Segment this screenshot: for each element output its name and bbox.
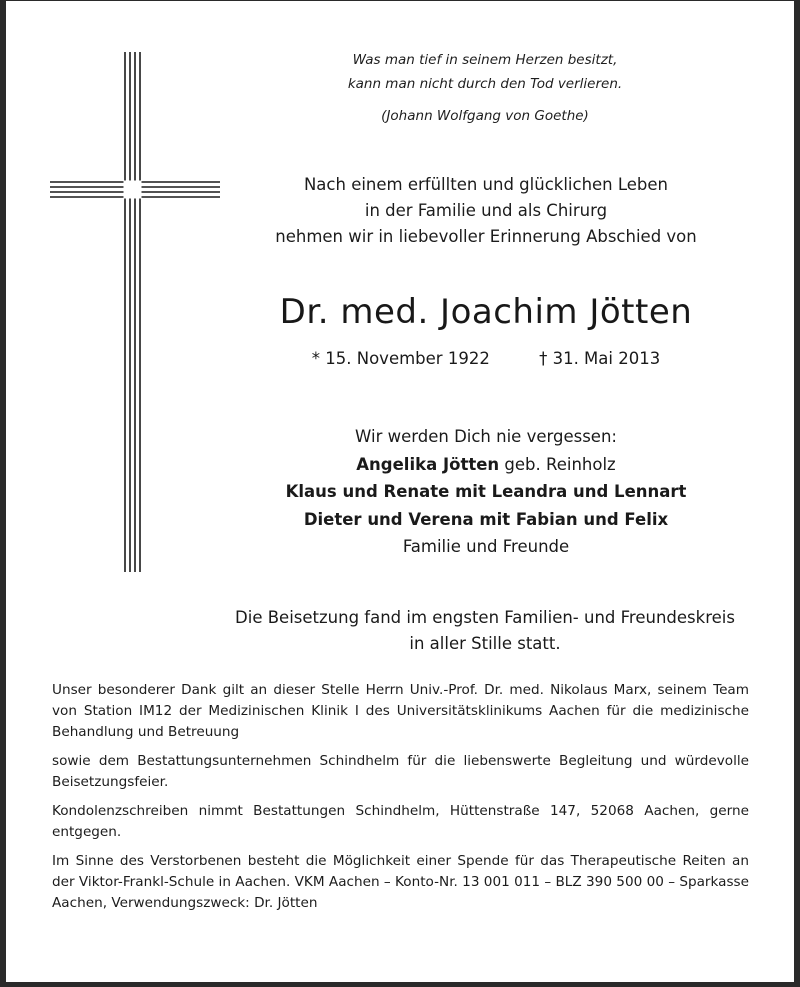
- mourner-line-2: Klaus und Renate mit Leandra und Lennart: [285, 482, 687, 501]
- mourner-line-3: Dieter und Verena mit Fabian und Felix: [303, 509, 669, 529]
- goethe-quote: [300, 48, 670, 128]
- intro-line-3: nehmen wir in liebevoller Erinnerung Abschied von: [275, 227, 697, 246]
- thanks-paragraph-2: sowie dem Bestattungsunternehmen Schindhelm für die liebenswerte Begleitung und würdevolle Beisetzungsfeier.: [52, 753, 749, 790]
- intro-line-1: Nach einem erfüllten und glücklichen Leben: [303, 175, 669, 194]
- intro-text: [218, 172, 754, 250]
- mourner-line-4: Familie und Freunde: [402, 537, 570, 556]
- thanks-paragraph-1: Unser besonderer Dank gilt an dieser Stelle Herrn Univ.-Prof. Dr. med. Nikolaus Marx, seinem Team von Station IM12 der Medizinischen Klinik I des Universitätsklinikums Aachen für die medizinische Behandlung und Betreuung: [52, 682, 749, 740]
- mourners-heading: Wir werden Dich nie vergessen:: [355, 427, 617, 446]
- quote-line-1: Was man tief in seinem Herzen besitzt,: [352, 52, 618, 68]
- quote-author: (Johann Wolfgang von Goethe): [381, 108, 589, 124]
- deceased-name: Dr. med. Joachim Jötten: [279, 292, 693, 332]
- birth-date: * 15. November 1922: [311, 349, 490, 368]
- death-date: † 31. Mai 2013: [539, 349, 661, 368]
- burial-notice: [190, 605, 780, 657]
- burial-line-2: in aller Stille statt.: [409, 634, 561, 653]
- spouse-maiden-name: geb. Reinholz: [504, 454, 616, 474]
- mourner-spouse: [218, 451, 754, 479]
- notes-section: [52, 680, 749, 922]
- donation-paragraph: Im Sinne des Verstorbenen besteht die Möglichkeit einer Spende für das Therapeutische Reiten an der Viktor-Frankl-Schule in Aachen. VKM Aachen – Konto-Nr. 13 001 011 – BLZ 390 500 00 – Sparkasse Aachen, Verwendungszweck: Dr. Jötten: [52, 853, 749, 911]
- spouse-name: Angelika Jötten: [356, 454, 500, 474]
- intro-line-2: in der Familie und als Chirurg: [364, 201, 608, 220]
- mourners-list: [218, 423, 754, 561]
- quote-line-2: kann man nicht durch den Tod verlieren.: [347, 76, 623, 92]
- cross-icon: [50, 52, 220, 572]
- burial-line-1: Die Beisetzung fand im engsten Familien- und Freundeskreis: [235, 608, 735, 627]
- life-dates: [218, 346, 754, 372]
- condolence-paragraph: Kondolenzschreiben nimmt Bestattungen Schindhelm, Hüttenstraße 147, 52068 Aachen, gerne entgegen.: [52, 803, 749, 840]
